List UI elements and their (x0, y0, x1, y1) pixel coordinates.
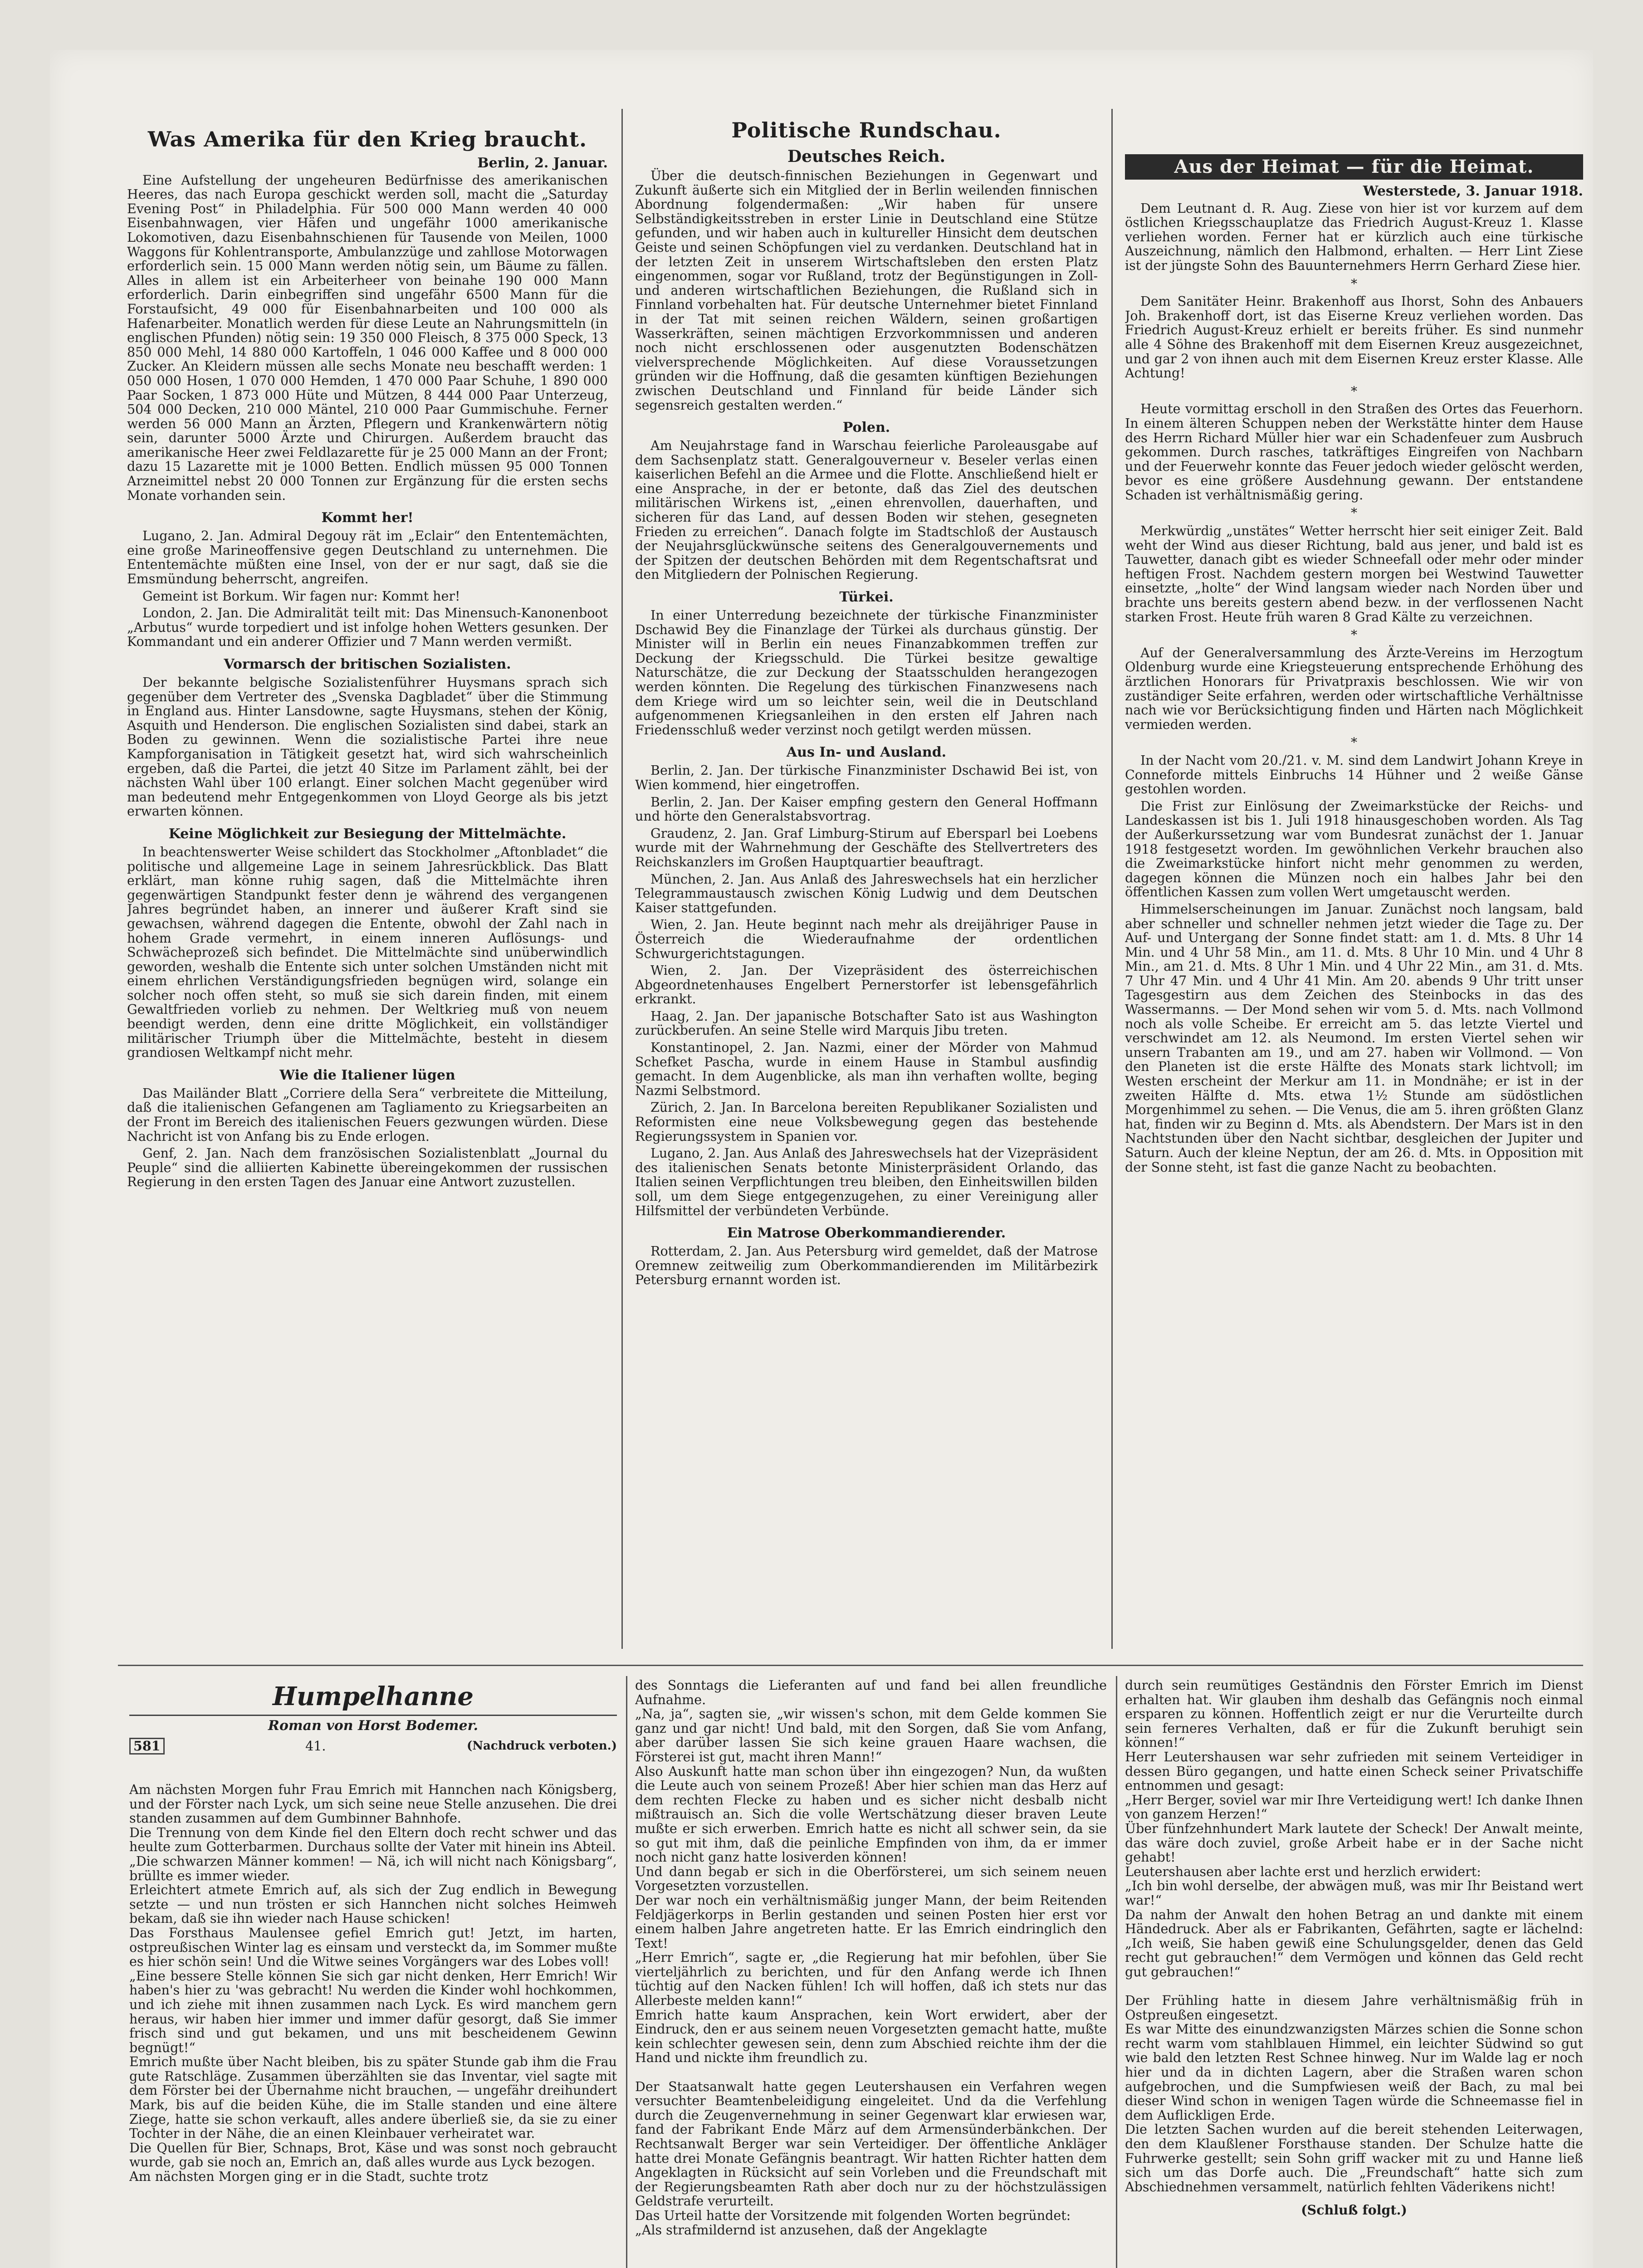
middle-article-text: Berlin, 2. Jan. Der türkische Finanzminister Dschawid Bei ist, von Wien kommend, hier eingetroffen. (635, 763, 1098, 792)
serial-number: 581 (129, 1738, 165, 1755)
local-news-text: Dem Leutnant d. R. Aug. Ziese von hier ist vor kurzem auf dem östlichen Kriegsschauplatze das Friedrich August-Kreuz 1. Klasse verliehen worden. Ferner hat er kürzlich auch eine türkische Auszeichnung, nämlich den Halbmond, erhalten. — Herr Lint Ziese ist der jüngste Sohn des Bauunternehmers Herrn Gerhard Ziese hier. (1125, 200, 1583, 273)
serial-masthead (129, 1678, 617, 1783)
serial-text: Am nächsten Morgen fuhr Frau Emrich mit Hannchen nach Königsberg, und der Förster nach Lyck, um sich seine neue Stelle anzusehen. Die drei standen zusammen auf dem Gumbinner Bahnhofe. Die Trennung von dem Kinde fiel den Eltern doch recht schwer und das heulte zum Gotterbarmen. Durchaus sollte der Vater mit hinein ins Abteil. „Die schwarzen Männer kommen! — Nä, ich will nicht nach Königsbarg“, brüllte es immer wieder. Erleichtert atmete Emrich auf, als sich der Zug endlich in Bewegung setzte — und nun trösten er sich Hannchen nicht solches Heimweh bekam, daß sie ihn wieder nach Hause schicken! Das Forsthaus Maulensee gefiel Emrich gut! Jetzt, im harten, ostpreußischen Winter lag es einsam und versteckt da, im Sommer mußte es hier schön sein! Und die Witwe seines Vorgängers war des Lobes voll! „Eine bessere Stelle können Sie sich gar nicht denken, Herr Emrich! Wir haben's hier zu 'was gebracht! Nu werden die Kinder wohl hochkommen, und ich ziehe mit ihnen zusammen nach Lyck. Es wird manchem gern heraus, wir haben hier immer und immer dafür gesorgt, daß Sie immer frisch sind und gut bekamen, und uns mit bescheidenem Gewinn begnügt!“ Emrich mußte über Nacht bleiben, bis zu später Stunde gab ihm die Frau gute Ratschläge. Zusammen überzählten sie das Inventar, viel sagte mit dem Förster bei der Übernahme nicht brauchen, — ungefähr dreihundert Mark, bis auf die beiden Kühe, die im Stalle standen und eine ältere Ziege, hatte sie schon verkauft, alles andere überließ sie, da sie zu einer Tochter in der Nähe, die an einen Kleinbauer verheiratet war. Die Quellen für Bier, Schnaps, Brot, Käse und was sonst noch gebraucht wurde, gab sie noch an, Emrich an, daß alles wurde aus Lyck bezogen. Am nächsten Morgen ging er in die Stadt, suchte trotz (129, 1782, 617, 2185)
local-news-text: In der Nacht vom 20./21. v. M. sind dem Landwirt Johann Kreye in Conneforde mittels Einbruchs 14 Hühner und 2 weiße Gänse gestohlen worden. (1125, 753, 1583, 797)
serial-column-3 (1125, 1678, 1583, 2268)
section-heading: Polen. (842, 420, 890, 436)
local-news-text: Auf der Generalversammlung des Ärzte-Vereins im Herzogtum Oldenburg wurde eine Kriegsteuerung entsprechende Erhöhung des ärztlichen Honorars für Privatpraxis beschlossen. Wie wir von zuständiger Seite erfahren, werden oder wirtschaftliche Verhältnisse nach wie vor Berücksichtigung finden und Härten nach Möglichkeit vermieden werden. (1125, 645, 1583, 732)
serial-text: durch sein reumütiges Geständnis den Förster Emrich im Dienst erhalten hat. Wir glauben ihm deshalb das Gefängnis noch einmal ersparen zu können. Hoffentlich zeigt er nur die Verurteilte durch sein ferneres Verhalten, daß er für die Zukunft beruhigt sein können!“ Herr Leutershausen war sehr zufrieden mit seinem Verteidiger in dessen Büro gegangen, und hatte einen Scheck seiner Privatschiffe entnommen und gesagt: „Herr Berger, soviel war mir Ihre Verteidigung wert! Ich danke Ihnen von ganzem Herzen!“ Über fünfzehnhundert Mark lautete der Scheck! Der Anwalt meinte, das wäre doch zuviel, große Arbeit habe er in der Sache nicht gehabt! Leutershausen aber lachte erst und herzlich erwidert: „Ich bin wohl derselbe, der abwägen muß, was mir Ihr Beistand wert war!“ Da nahm der Anwalt den hohen Betrag an und dankte mit einem Händedruck. Aber als er Fabrikanten, Gefährten, sagte er lächelnd: „Ich weiß, Sie haben gewiß eine Schulungsgelder, denen das Geld recht gut gebrauchen!“ dem Vermögen und können das Geld recht gut gebrauchen!“ Der Frühling hatte in diesem Jahre verhältnismäßig früh in Ostpreußen eingesetzt. Es war Mitte des einundzwanzigsten Märzes schien die Sonne schon recht warm vom stahlblauen Himmel, ein leichter Südwind so gut wie bald den letzten Rest Schnee hinweg. Nur im Walde lag er noch hier und da in dichten Lagern, aber die Straßen waren schon aufgebrochen, und die Sumpfwiesen weiß der Bach, zu mal bei dieser Wind schon in wenigen Tagen würde die Schneemasse fiel in dem Auflickligen Erde. Die letzten Sachen wurden auf die bereit stehenden Leiterwagen, den dem Klaußlener Forsthause standen. Der Schulze hatte die Fuhrwerke gestellt; sein Sohn griff wacker mit zu und Hanne ließ sich um das Dorfe auch. Die „Freundschaft“ hatte sich zum Abschiednehmen versammelt, natürlich fehlten Väderikens nicht! (1125, 1678, 1583, 2195)
left-dateline: Berlin, 2. Januar. (477, 155, 608, 171)
middle-article-text: Über die deutsch-finnischen Beziehungen in Gegenwart und Zukunft äußerte sich ein Mitglied der in Berlin weilenden finnischen Abordnung folgendermaßen: „Wir haben für unsere Selbständigkeitsstreben in erster Linie in Deutschland eine Stütze gefunden, und wir haben auch in kultureller Hinsicht dem deutschen Geiste und seinen Schöpfungen viel zu verdanken. Deutschland hat in der letzten Zeit in unserem Wirtschaftsleben den ersten Platz eingenommen, sogar vor Rußland, trotz der Begünstigungen in Zoll- und anderen wirtschaftlichen Beziehungen, die Rußland sich in Finnland vorbehalten hat. Für deutsche Unternehmer bietet Finnland in der Tat mit seinen reichen Wäldern, seinen großartigen Wasserkräften, seinen mächtigen Erzvorkommnissen und anderen noch nicht erschlossenen oder ausgenutzten Bodenschätzen vielversprechende Möglichkeiten. Auf diese Voraussetzungen gründen wir die Hoffnung, daß die gesamten künftigen Beziehungen zwischen Deutschland und Finnland für beide Länder sich segensreich gestalten werden.“ (635, 168, 1098, 413)
serial-part: 41. (305, 1738, 326, 1754)
middle-article-text: Zürich, 2. Jan. In Barcelona bereiten Republikaner Sozialisten und Reformisten eine neue Volksbewegung gegen das bestehende Regierungssystem in Spanien vor. (635, 1100, 1098, 1144)
middle-article-text: Konstantinopel, 2. Jan. Nazmi, einer der Mörder von Mahmud Schefket Pascha, wurde in einem Hause in Stambul ausfindig gemacht. In dem Augenblicke, als man ihn verhaften wollte, beging Nazmi Selbstmord. (635, 1040, 1098, 1098)
serial-column-2 (635, 1678, 1107, 2268)
local-news-text: Dem Sanitäter Heinr. Brakenhoff aus Ihorst, Sohn des Anbauers Joh. Brakenhoff dort, ist das Eiserne Kreuz verliehen worden. Das Friedrich August-Kreuz erhielt er bereits früher. Es sind nunmehr alle 4 Söhne des Brakenhoff mit dem Eisernen Kreuz ausgezeichnet, und gar 2 von ihnen auch mit dem Eisernen Kreuz erster Klasse. Alle Achtung! (1125, 294, 1583, 381)
section-heading: Vormarsch der britischen Sozialisten. (224, 656, 511, 672)
left-headline: Was Amerika für den Krieg braucht. (147, 127, 587, 152)
serial-column-1 (129, 1678, 617, 2268)
middle-article-text: Rotterdam, 2. Jan. Aus Petersburg wird gemeldet, daß der Matrose Oremnew zeitweilig zum Oberkommandierenden im Militärbezirk Petersburg ernannt worden ist. (635, 1244, 1098, 1288)
newspaper-page (50, 50, 1593, 2268)
middle-article-text: Wien, 2. Jan. Der Vizepräsident des österreichischen Abgeordnetenhauses Engelbert Pernerstorfer ist lebensgefährlich erkrankt. (635, 963, 1098, 1007)
left-article-text: Lugano, 2. Jan. Admiral Degouy rät im „Eclair“ den Ententemächten, eine große Marineoffensive gegen Deutschland zu unternehmen. Die Ententemächte müßten eine Insel, von der er nur sagt, daß sie die Emsmündung beherrscht, angreifen. (127, 528, 608, 587)
middle-headline: Politische Rundschau. (731, 118, 1002, 142)
separator-star: * (1351, 627, 1357, 643)
right-column (1125, 154, 1583, 1660)
local-news-text: Heute vormittag erscholl in den Straßen des Ortes das Feuerhorn. In einem älteren Schuppen neben der Werkstätte hinter dem Hause des Herrn Richard Müller hier war ein Schadenfeuer zum Ausbruch gekommen. Durch rasches, tatkräftiges Eingreifen von Nachbarn und der Feuerwehr konnte das Feuer jedoch wieder gelöscht werden, bevor es eine größere Ausdehnung gewann. Der entstandene Schaden ist verhältnismäßig gering. (1125, 401, 1583, 503)
middle-article-text: In einer Unterredung bezeichnete der türkische Finanzminister Dschawid Bey die Finanzlage der Türkei als durchaus günstig. Der Minister will in Berlin ein neues Finanzabkommen treffen zur Deckung der Kriegsschuld. Die Türkei besitze gewaltige Naturschätze, die zur Deckung der Staatsschulden herangezogen werden könnten. Die Regelung des türkischen Finanzwesens nach dem Kriege wird um so leichter sein, weil die in Deutschland aufgenommenen Kriegsanleihen in den ersten elf Jahren nach Friedensschluß weder verzinst noch getilgt werden müssen. (635, 608, 1098, 738)
left-article-text: Das Mailänder Blatt „Corriere della Sera“ verbreitete die Mitteilung, daß die italienischen Gefangenen am Tagliamento zu Kriegsarbeiten an der Front im Bereich des italienischen Feuers gezwungen würden. Diese Nachricht ist von Anfang bis zu Ende erlogen. (127, 1085, 608, 1144)
local-news-text: Merkwürdig „unstätes“ Wetter herrscht hier seit einiger Zeit. Bald weht der Wind aus dieser Richtung, bald aus jener, und bald ist es Tauwetter, danach gibt es wieder Schneefall oder mehr oder minder heftigen Frost. Nachdem gestern morgen bei Westwind Tauwetter einsetzte, „holte“ der Wind langsam wieder nach Norden über und brachte uns bereits gestern abend bezw. in der verflossenen Nacht starken Frost. Heute früh waren 8 Grad Kälte zu verzeichnen. (1125, 523, 1583, 625)
separator-star: * (1351, 383, 1357, 399)
serial-end-note: (Schluß folgt.) (1301, 2202, 1407, 2218)
middle-article-text: Graudenz, 2. Jan. Graf Limburg-Stirum auf Ebersparl bei Loebens wurde mit der Wahrnehmung der Geschäfte des Stellvertreters des Reichskanzlers im Großen Hauptquartier beauftragt. (635, 826, 1098, 870)
middle-article-text: Wien, 2. Jan. Heute beginnt nach mehr als dreijähriger Pause in Österreich die Wiederaufnahme der ordentlichen Schwurgerichtstagungen. (635, 917, 1098, 961)
middle-article-text: München, 2. Jan. Aus Anlaß des Jahreswechsels hat ein herzlicher Telegrammaustausch zwischen König Ludwig und dem Deutschen Kaiser stattgefunden. (635, 871, 1098, 915)
kommt-her-heading: Kommt her! (321, 510, 414, 526)
left-article-text: In beachtenswerter Weise schildert das Stockholmer „Aftonbladet“ die politische und allgemeine Lage in seinem Jahresrückblick. Das Blatt erklärt, man könne ruhig sagen, daß die Mittelmächte ihren gegenwärtigen Standpunkt fester denn je während des vergangenen Jahres begründet haben, an innerer und äußerer Kraft sind sie gewachsen, während dagegen die Entente, obwohl der Zahl nach in hohem Grade vermehrt, in einem inneren Auflösungs- und Schwächeprozeß sich befindet. Die Mittelmächte sind unüberwindlich geworden, weshalb die Entente sich unter solchen Umständen nicht mit einem ehrlichen Verständigungsfrieden begnügen wird, solange ein solcher noch offen steht, so muß sie sich darein finden, mit einem Gewaltfrieden vorlieb zu nehmen. Der Weltkrieg muß von neuem beendigt werden, denn eine dritte Möglichkeit, ein vollständiger militärischer Triumph über die Mittelmächte, besteht in diesem grandiosen Weltkampf nicht mehr. (127, 844, 608, 1061)
local-news-text: Die Frist zur Einlösung der Zweimarkstücke der Reichs- und Landeskassen ist bis 1. Juli 1918 hinausgeschoben worden. Als Tag der Außerkurssetzung war vom Bundesrat zunächst der 1. Januar 1918 festgesetzt worden. Im gewöhnlichen Verkehr brauchen also die Zweimarkstücke hinfort nicht mehr genommen zu werden, dagegen können die Münzen noch ein halbes Jahr bei den öffentlichen Kassen zum vollen Wert umgetauscht werden. (1125, 798, 1583, 900)
middle-article-text: Berlin, 2. Jan. Der Kaiser empfing gestern den General Hoffmann und hörte den Generalstabsvortrag. (635, 794, 1098, 824)
middle-article-text: Am Neujahrstage fand in Warschau feierliche Paroleausgabe auf dem Sachsenplatz statt. Generalgouverneur v. Beseler verlas einen kaiserlichen Befehl an die Armee und die Flotte. Anschließend hielt er eine Ansprache, in der er betonte, daß das Ziel des deutschen militärischen Wirkens ist, „einen ehrenvollen, dauerhaften, und sicheren für das Land, auf dessen Boden wir stehen, gesegneten Frieden zu erreichen“. Danach folgte im Stadtschloß der Austausch der Neujahrsglückwünsche seitens des Generalgouvernements und der Spitzen der deutschen Behörden mit dem Regentschaftsrat und den Mitgliedern der Polnischen Regierung. (635, 438, 1098, 582)
left-column (127, 127, 608, 1660)
reprint-note: (Nachdruck verboten.) (466, 1739, 617, 1753)
serial-title: Humpelhanne (129, 1678, 617, 1716)
serial-meta (129, 1738, 617, 1755)
section-heading: Keine Möglichkeit zur Besiegung der Mittelmächte. (168, 826, 567, 842)
left-article-text: Der bekannte belgische Sozialistenführer Huysmans sprach sich gegenüber dem Vertreter des „Svenska Dagbladet“ über die Stimmung in England aus. Hinter Lansdowne, sagte Huysmans, stehen der König, Asquith und Henderson. Die englischen Sozialisten sind dabei, stark an Boden zu gewinnen. Wenn die sozialistische Partei ihre neue Kampforganisation in Tätigkeit gesetzt hat, wird sich wahrscheinlich ergeben, daß die Partei, die jetzt 40 Sitze im Parlament zählt, bei der nächsten Wahl über 100 erlangt. Einer solchen Macht gegenüber wird man bedeutend mehr Entgegenkommen von Lloyd George als bis jetzt erwarten können. (127, 675, 608, 819)
separator-star: * (1351, 505, 1357, 521)
middle-column (635, 118, 1098, 1660)
column-rule-4 (1116, 1676, 1117, 2268)
column-rule-3 (626, 1676, 627, 2268)
middle-subheadline: Deutsches Reich. (787, 147, 946, 166)
right-dateline: Westerstede, 3. Januar 1918. (1363, 183, 1583, 199)
section-heading: Aus In- und Ausland. (786, 744, 947, 761)
section-rule (118, 1665, 1583, 1666)
section-heading: Wie die Italiener lügen (279, 1067, 455, 1083)
left-article-text: Genf, 2. Jan. Nach dem französischen Sozialistenblatt „Journal du Peuple“ sind die alliierten Kabinette übereingekommen der russischen Regierung in den ersten Tagen des Januar eine Antwort zuzustellen. (127, 1146, 608, 1190)
middle-article-text: Haag, 2. Jan. Der japanische Botschafter Sato ist aus Washington zurückberufen. An seine Stelle wird Marquis Jibu treten. (635, 1008, 1098, 1038)
local-news-text: Himmelserscheinungen im Januar. Zunächst noch langsam, bald aber schneller und schneller nehmen jetzt wieder die Tage zu. Der Auf- und Untergang der Sonne findet statt: am 1. d. Mts. 8 Uhr 14 Min. und 4 Uhr 58 Min., am 11. d. Mts. 8 Uhr 10 Min. und 4 Uhr 8 Min., am 21. d. Mts. 8 Uhr 1 Min. und 4 Uhr 22 Min., am 31. d. Mts. 7 Uhr 47 Min. und 4 Uhr 41 Min. Am 20. abends 9 Uhr tritt unser Tagesgestirn aus dem Zeichen des Steinbocks in das des Wassermanns. — Der Mond sehen wir vom 5. d. Mts. nach Vollmond noch als volle Scheibe. Er erreicht am 5. das letzte Viertel und verschwindet am 12. als Neumond. Im ersten Viertel sehen wir unsern Trabanten am 19., und am 27. haben wir Vollmond. — Von den Planeten ist die erste Hälfte des Monats stark lichtvoll; im Westen erscheint der Merkur am 11. in Mondnähe; er ist in der zweiten Hälfte d. Mts. etwa 1½ Stunde am südöstlichen Morgenhimmel zu sehen. — Die Venus, die am 5. ihren größten Glanz hat, finden wir zu Beginn d. Mts. als Abendstern. Der Mars ist in den Nachtstunden über den Nacht sichtbar, desgleichen der Jupiter und Saturn. Auch der kleine Neptun, der am 26. d. Mts. in Opposition mit der Sonne steht, ist fast die ganze Nacht zu beobachten. (1125, 901, 1583, 1175)
separator-star: * (1351, 276, 1357, 291)
left-article-text: Eine Aufstellung der ungeheuren Bedürfnisse des amerikanischen Heeres, das nach Europa geschickt werden soll, macht die „Saturday Evening Post“ in Philadelphia. Für 500 000 Mann werden 40 000 Eisenbahnwagen, vier Häfen und ungefähr 1000 amerikanische Lokomotiven, dazu Eisenbahnschienen für Tausende von Meilen, 1000 Waggons für Kohlentransporte, Ambulanzzüge und zahllose Motorwagen erforderlich sein. 15 000 Mann werden nötig sein, um Bäume zu fällen. Alles in allem ist ein Arbeiterheer von beinahe 190 000 Mann erforderlich. Darin einbegriffen sind ungefähr 6500 Mann für die Forstaufsicht, 49 000 für Eisenbahnarbeiten und 100 000 als Hafenarbeiter. Monatlich werden für diese Leute an Nahrungsmitteln (in englischen Pfunden) nötig sein: 19 350 000 Fleisch, 8 375 000 Speck, 13 850 000 Mehl, 14 880 000 Kartoffeln, 1 046 000 Kaffee und 8 000 000 Zucker. An Kleidern müssen alle sechs Monate neu beschafft werden: 1 050 000 Hosen, 1 070 000 Hemden, 1 470 000 Paar Schuhe, 1 890 000 Paar Socken, 1 873 000 Hüte und Mützen, 8 444 000 Paar Unterzeug, 504 000 Decken, 210 000 Mäntel, 210 000 Paar Gummischuhe. Ferner werden 56 000 Mann an Ärzten, Pflegern und Krankenwärtern nötig sein, darunter 5000 Ärzte und Chirurgen. Außerdem braucht das amerikanische Heer zwei Feldlazarette für je 25 000 Mann an der Front; dazu 15 Lazarette mit je 1000 Betten. Endlich müssen 95 000 Tonnen Arzneimittel nebst 20 000 Tonnen zur Ergänzung für die ersten sechs Monate vorhanden sein. (127, 172, 608, 503)
serial-text: des Sonntags die Lieferanten auf und fand bei allen freundliche Aufnahme. „Na, ja“, sagten sie, „wir wissen's schon, mit dem Gelde kommen Sie ganz und gar nicht! Und bald, mit den Sorgen, daß Sie vom Anfang, aber darüber lassen Sie sich keine grauen Haare wachsen, die Försterei ist gut, macht ihren Mann!“ Also Auskunft hatte man schon über ihn eingezogen? Nun, da wußten die Leute auch von seinem Prozeß! Aber hier schien man das Herz auf dem rechten Flecke zu haben und es sicher nicht desbalb nicht mißtrauisch an. Sich die volle Wertschätzung dieser braven Leute mußte er sich erwerben. Emrich hatte es nicht all schwer sein, da sie so gut mit ihm, daß die peinliche Empfinden von ihm, da er immer noch nicht ganz hatte losiverden können! Und dann begab er sich in die Oberförsterei, um sich seinem neuen Vorgesetzten vorzustellen. Der war noch ein verhältnismäßig junger Mann, der beim Reitenden Feldjägerkorps in Berlin gestanden und seinen Posten hier erst vor einem halben Jahre angetreten hatte. Er las Emrich eindringlich den Text! „Herr Emrich“, sagte er, „die Regierung hat mir befohlen, über Sie vierteljährlich zu berichten, und für den Anfang werde ich Ihnen tüchtig auf den Nacken fühlen! Ich will hoffen, daß ich stets nur das Allerbeste melden kann!“ Emrich hatte kaum Ansprachen, kein Wort erwidert, aber der Eindruck, den er aus seinem neuen Vorgesetzten gemacht hatte, mußte kein schlechter gewesen sein, denn zum Abschied reichte ihm der die Hand und nickte ihm freundlich zu. Der Staatsanwalt hatte gegen Leutershausen ein Verfahren wegen versuchter Beamtenbeleidigung eingeleitet. Und da die Verfehlung durch die Zeugenvernehmung in seiner Gegenwart klar erwiesen war, fand der Fabrikant Ende März auf dem Armensünderbänkchen. Der Rechtsanwalt Berger war sein Verteidiger. Der öffentliche Ankläger hatte drei Monate Gefängnis beantragt. Wir hatten Richter hatten dem Angeklagten in Rücksicht auf sein Vorleben und die Freundschaft mit der Regierungsbeamten Rath aber doch nur zu der höchstzulässigen Geldstrafe verurteilt. Das Urteil hatte der Vorsitzende mit folgenden Worten begründet: „Als strafmildernd ist anzusehen, daß der Angeklagte (635, 1678, 1107, 2238)
column-rule-1 (621, 109, 623, 1649)
left-article-text: Gemeint ist Borkum. Wir fagen nur: Kommt her! (142, 588, 460, 604)
middle-article-text: Lugano, 2. Jan. Aus Anlaß des Jahreswechsels hat der Vizepräsident des italienischen Senats betonte Ministerpräsident Orlando, das Italien seinen Verpflichtungen treu bleiben, den Einheitswillen bilden soll, um dem Siege entgegenzugehen, zu einer Vereinigung aller Hilfsmittel der verbündeten Verbünde. (635, 1146, 1098, 1218)
section-heading: Türkei. (839, 589, 894, 606)
column-rule-2 (1111, 109, 1113, 1649)
left-article-text: London, 2. Jan. Die Admiralität teilt mit: Das Minensuch-Kanonenboot „Arbutus“ wurde torpediert und ist infolge hohen Wetters gesunken. Der Kommandant und ein anderer Offizier und 7 Mann werden vermißt. (127, 606, 608, 650)
separator-star: * (1351, 735, 1357, 750)
section-heading: Ein Matrose Oberkommandierender. (727, 1225, 1006, 1242)
serial-subtitle: Roman von Horst Bodemer. (268, 1718, 479, 1734)
right-headline: Aus der Heimat — für die Heimat. (1125, 154, 1583, 180)
